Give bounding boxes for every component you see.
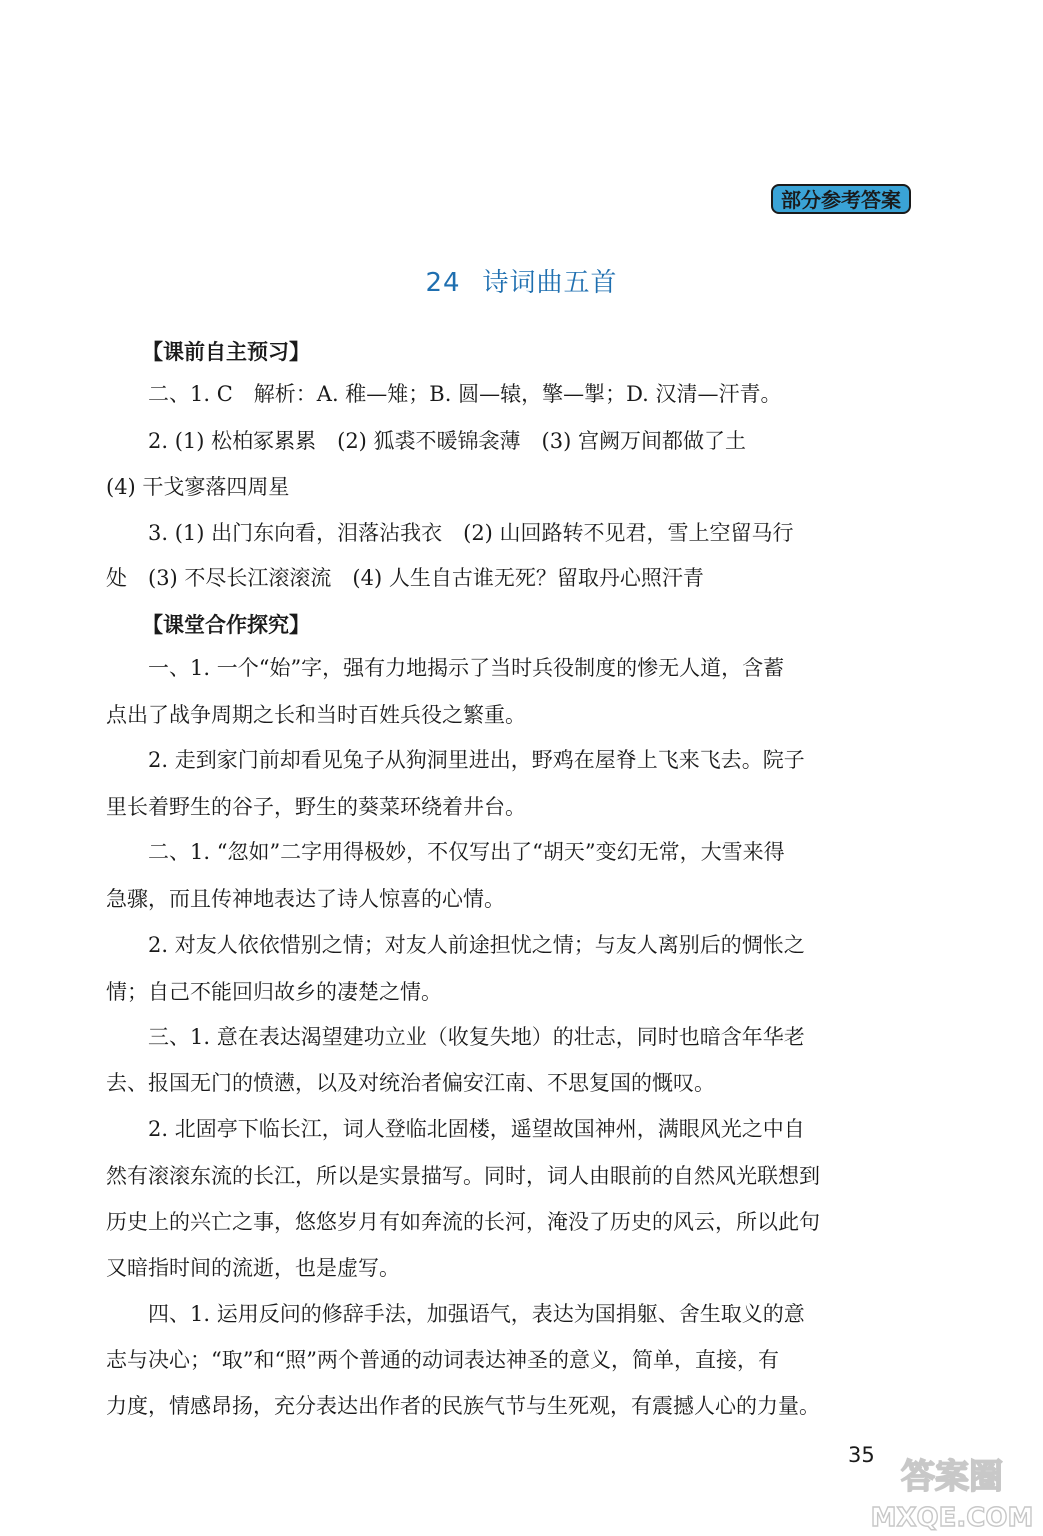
answer-line: 四、1. 运用反问的修辞手法，加强语气，表达为国捐躯、舍生取义的意 (148, 1302, 805, 1326)
answer-line: 二、1. “忽如”二字用得极妙，不仅写出了“胡天”变幻无常，大雪来得 (148, 840, 785, 864)
watermark-top: 答案圈 (901, 1457, 1003, 1497)
answer-line: 点出了战争周期之长和当时百姓兵役之繁重。 (106, 703, 526, 727)
lesson-name: 诗词曲五首 (482, 268, 618, 298)
answer-line: 三、1. 意在表达渴望建功立业（收复失地）的壮志，同时也暗含年华老 (148, 1025, 805, 1049)
watermark-logo (868, 1448, 1036, 1532)
answer-line: 然有滚滚东流的长江，所以是实景描写。同时，词人由眼前的自然风光联想到 (106, 1164, 820, 1188)
answer-line: 处 (3) 不尽长江滚滚流 (4) 人生自古谁无死？留取丹心照汗青 (106, 566, 704, 590)
section-heading-explore: 【课堂合作探究】 (142, 613, 310, 637)
answer-line: 2. 走到家门前却看见兔子从狗洞里进出，野鸡在屋脊上飞来飞去。院子 (148, 748, 805, 772)
answer-line: 一、1. 一个“始”字，强有力地揭示了当时兵役制度的惨无人道，含蓄 (148, 656, 785, 680)
answer-line: 急骤，而且传神地表达了诗人惊喜的心情。 (106, 887, 505, 911)
answer-line: 情；自己不能回归故乡的凄楚之情。 (106, 980, 442, 1004)
watermark-bottom: MXQE.COM (870, 1503, 1034, 1532)
answer-line: 里长着野生的谷子，野生的葵菜环绕着井台。 (106, 795, 526, 819)
answer-line: 力度，情感昂扬，充分表达出作者的民族气节与生死观，有震撼人心的力量。 (106, 1394, 820, 1418)
lesson-title (0, 262, 1043, 299)
answer-line: 3. (1) 出门东向看，泪落沾我衣 (2) 山回路转不见君，雪上空留马行 (148, 521, 794, 545)
answer-line: 又暗指时间的流逝，也是虚写。 (106, 1256, 400, 1280)
lesson-number: 24 (425, 268, 461, 298)
page-number: 35 (848, 1443, 875, 1467)
answer-line: 历史上的兴亡之事，悠悠岁月有如奔流的长河，淹没了历史的风云，所以此句 (106, 1210, 820, 1234)
answer-line: 2. 北固亭下临长江，词人登临北固楼，遥望故国神州，满眼风光之中自 (148, 1117, 805, 1141)
answer-line: 去、报国无门的愤懑，以及对统治者偏安江南、不思复国的慨叹。 (106, 1071, 715, 1095)
answer-line: 2. (1) 松柏冢累累 (2) 狐裘不暖锦衾薄 (3) 宫阙万间都做了土 (148, 429, 746, 453)
answer-key-badge: 部分参考答案 (771, 184, 911, 214)
section-heading-preview: 【课前自主预习】 (142, 340, 310, 364)
answer-line: (4) 干戈寥落四周星 (106, 475, 290, 499)
answer-line: 二、1. C 解析：A. 稚—雉；B. 圆—辕，擎—掣；D. 汉清—汗青。 (148, 382, 782, 406)
answer-line: 2. 对友人依依惜别之情；对友人前途担忧之情；与友人离别后的惆怅之 (148, 933, 805, 957)
answer-line: 志与决心；“取”和“照”两个普通的动词表达神圣的意义，简单，直接，有 (106, 1348, 779, 1372)
